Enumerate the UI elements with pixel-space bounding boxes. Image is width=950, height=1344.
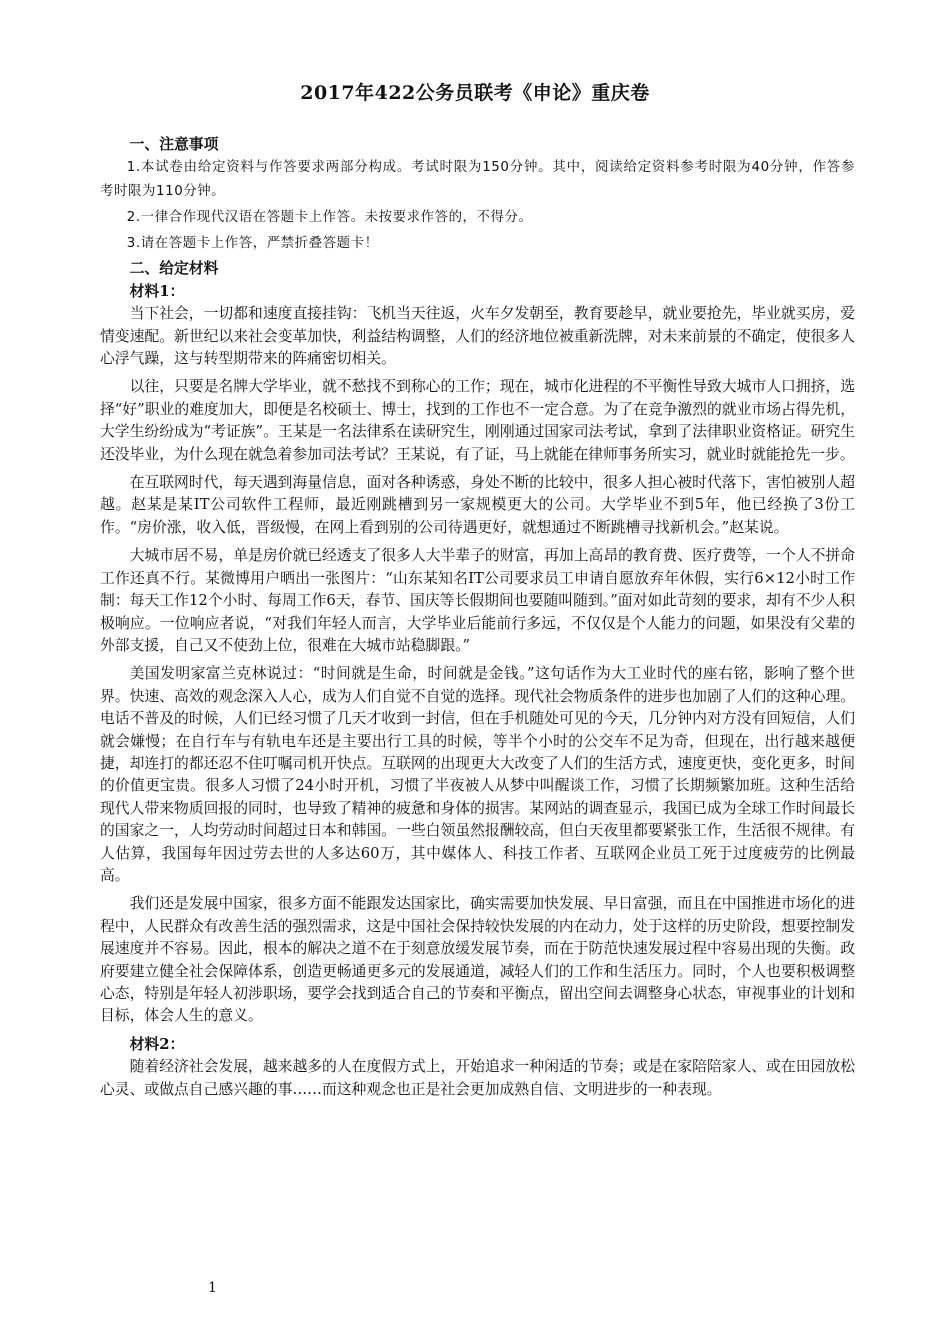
section-heading-materials: 二、给定材料 xyxy=(129,260,219,278)
document-title: 2017年422公务员联考《申论》重庆卷 xyxy=(300,82,650,104)
section-heading-notes: 一、注意事项 xyxy=(129,136,219,153)
material-1-paragraph: 大城市居不易，单是房价就已经透支了很多人大半辈子的财富，再加上高昂的教育费、医疗费等，一个人不拼命工作还真不行。某微博用户晒出一张图片：“山东某知名IT公司要求员工申请自愿放弃年休假，实行6×12小时工作制：每天工作12个小时、每周工作6天，春节、国庆等长假期间也要随叫随到。”面对如此苛刻的要求，却有不少人积极响应。一位响应者说，“对我们年轻人而言，大学毕业后能前行多远，不仅仅是个人能力的问题，如果没有父辈的外部支援，自己又不使劲上位，很难在大城市站稳脚跟。” xyxy=(100,547,855,654)
material-2-paragraph: 随着经济社会发展，越来越多的人在度假方式上，开始追求一种闲适的节奏；或是在家陪陪家人、或在田园放松心灵、或做点自己感兴趣的事……而这种观念也正是社会更加成熟自信、文明进步的一种表现。 xyxy=(100,1058,855,1098)
material-1-label: 材料1： xyxy=(129,282,185,300)
document-body xyxy=(100,134,855,1101)
page-number: 1 xyxy=(208,1280,217,1296)
material-1-paragraph: 在互联网时代，每天遇到海量信息，面对各种诱惑，身处不断的比较中，很多人担心被时代落下，害怕被别人超越。赵某是某IT公司软件工程师，最近刚跳槽到另一家规模更大的公司。大学毕业不到5年，他已经换了3份工作。“房价涨，收入低，晋级慢，在网上看到别的公司待遇更好，就想通过不断跳槽寻找新机会。”赵某说。 xyxy=(100,474,855,536)
note-item: 1.本试卷由给定资料与作答要求两部分构成。考试时限为150分钟。其中，阅读给定资料参考时限为40分钟，作答参考时限为110分钟。 xyxy=(100,160,855,200)
note-item: 3.请在答题卡上作答，严禁折叠答题卡！ xyxy=(126,236,379,252)
material-1-paragraph: 以往，只要是名牌大学毕业，就不愁找不到称心的工作；现在，城市化进程的不平衡性导致大城市人口拥挤，选择“好”职业的难度加大，即便是名校硕士、博士，找到的工作也不一定合意。为了在竞争激烈的就业市场占得先机，大学生纷纷成为“考证族”。王某是一名法律系在读研究生，刚刚通过国家司法考试，拿到了法律职业资格证。研究生还没毕业，为什么现在就急着参加司法考试？王某说，有了证，马上就能在律师事务所实习，就业时就能抢先一步。 xyxy=(100,378,855,463)
material-1-paragraph: 当下社会，一切都和速度直接挂钩：飞机当天往返，火车夕发朝至，教育要趁早，就业要抢先，毕业就买房，爱情变速配。新世纪以来社会变革加快，利益结构调整，人们的经济地位被重新洗牌，对未来前景的不确定，使很多人心浮气躁，这与转型期带来的阵痛密切相关。 xyxy=(100,305,855,368)
material-2-label: 材料2： xyxy=(129,1035,185,1053)
material-1-paragraph: 美国发明家富兰克林说过：“时间就是生命，时间就是金钱。”这句话作为大工业时代的座右铭，影响了整个世界。快速、高效的观念深入人心，成为人们自觉不自觉的选择。现代社会物质条件的进步也加剧了人们的这种心理。电话不普及的时候，人们已经习惯了几天才收到一封信，但在手机随处可见的今天，几分钟内对方没有回短信，人们就会嫌慢；在自行车与有轨电车还是主要出行工具的时候，等半个小时的公交车不足为奇，但现在，出行越来越便捷，却连打的都还忍不住叮嘱司机开快点。互联网的出现更大大改变了人们的生活方式，速度更快，变化更多，时间的价值更宝贵。很多人习惯了24小时开机，习惯了半夜被人从梦中叫醒谈工作，习惯了长期频繁加班。这种生活给现代人带来物质回报的同时，也导致了精神的疲惫和身体的损害。某网站的调查显示，我国已成为全球工作时间最长的国家之一，人均劳动时间超过日本和韩国。一些白领虽然报酬较高，但白天夜里都要紧张工作，生活很不规律。有人估算，我国每年因过劳去世的人多达60万，其中媒体人、科技工作者、互联网企业员工死于过度疲劳的比例最高。 xyxy=(100,665,855,884)
note-item: 2.一律合作现代汉语在答题卡上作答。未按要求作答的，不得分。 xyxy=(126,210,533,226)
material-1-paragraph: 我们还是发展中国家，很多方面不能跟发达国家比，确实需要加快发展、早日富强，而且在中国推进市场化的进程中，人民群众有改善生活的强烈需求，这是中国社会保持较快发展的内在动力，处于这样的历史阶段，想要控制发展速度并不容易。因此，根本的解决之道不在于刻意放缓发展节奏，而在于防范快速发展过程中容易出现的失衡。政府要建立健全社会保障体系，创造更畅通更多元的发展通道，减轻人们的工作和生活压力。同时，个人也要积极调整心态，特别是年轻人初涉职场，要学会找到适合自己的节奏和平衡点，留出空间去调整身心状态，审视事业的计划和目标，体会人生的意义。 xyxy=(100,895,855,1025)
